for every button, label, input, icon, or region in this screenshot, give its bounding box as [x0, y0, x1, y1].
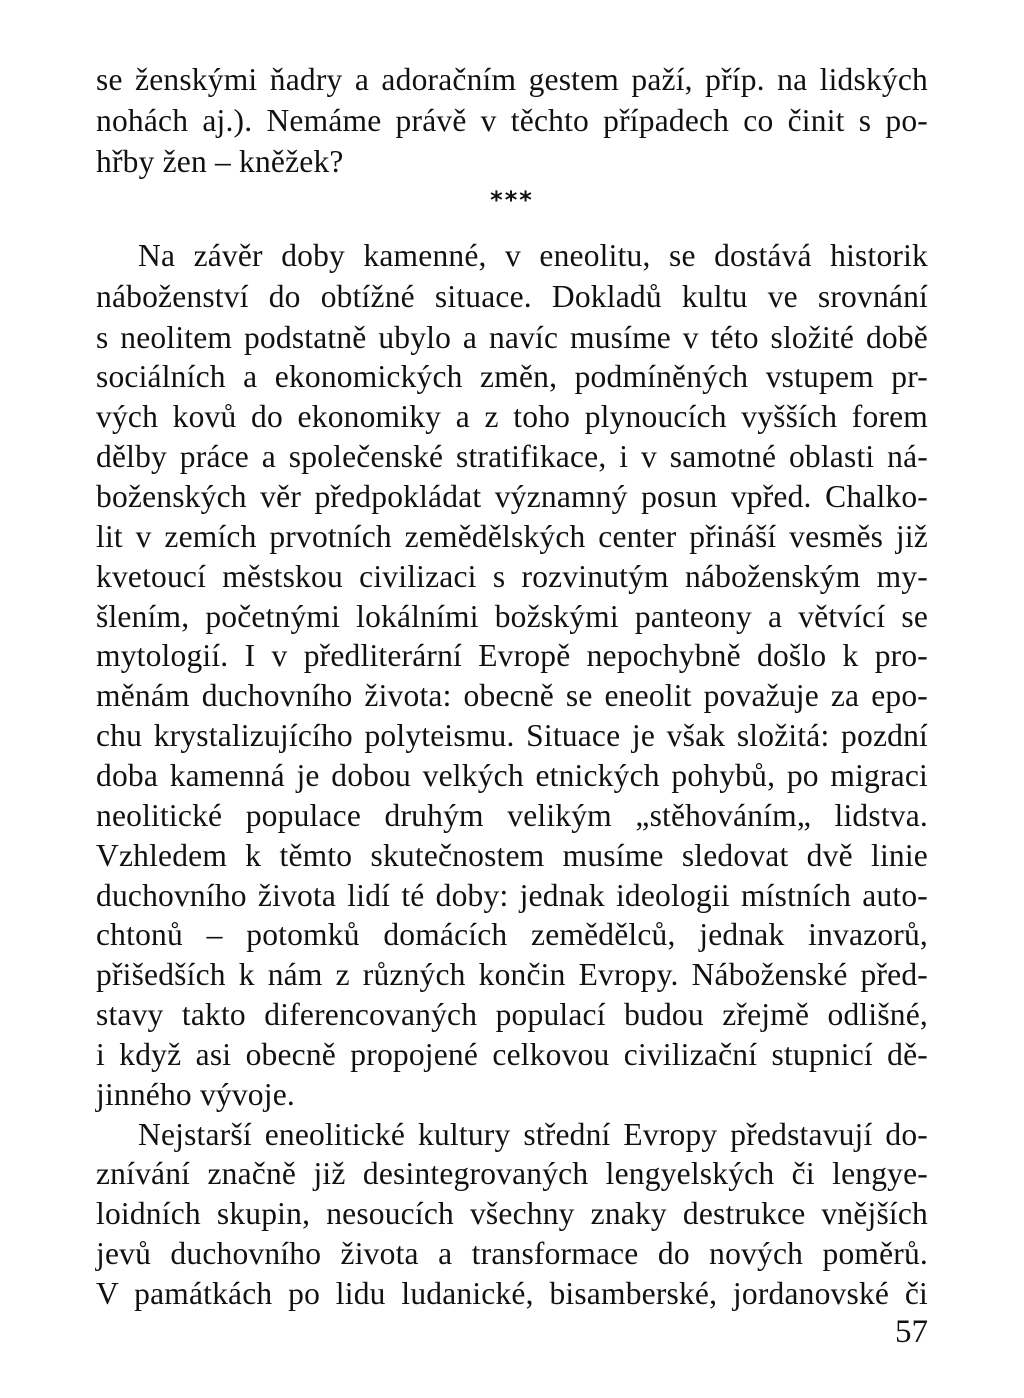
text-line: loidních skupin, nesoucích všechny znaky destrukce vnějších: [96, 1196, 928, 1231]
text-line: přišedších k nám z různých končin Evropy. Náboženské před-: [96, 957, 928, 992]
page-number: 57: [895, 1314, 928, 1350]
text-line: nohách aj.). Nemáme právě v těchto případech co činit s po-: [96, 103, 928, 138]
text-line: doba kamenná je dobou velkých etnických pohybů, po migraci: [96, 758, 928, 793]
text-line: hřby žen – kněžek?: [96, 144, 344, 179]
text-line: i když asi obecně propojené celkovou civilizační stupnicí dě-: [96, 1037, 928, 1072]
text-line: náboženství do obtížné situace. Dokladů kultu ve srovnání: [96, 279, 928, 314]
text-line: dělby práce a společenské stratifikace, i v samotné oblasti ná-: [96, 439, 928, 474]
text-line: měnám duchovního života: obecně se eneolit považuje za epo-: [96, 678, 928, 713]
text-line: s neolitem podstatně ubylo a navíc musíme v této složité době: [96, 320, 928, 355]
text-line: znívání značně již desintegrovaných lengyelských či lengye-: [96, 1156, 928, 1191]
text-line: jinného vývoje.: [96, 1077, 295, 1112]
text-line: boženských věr předpokládat významný posun vpřed. Chalko-: [96, 479, 928, 514]
text-line: V památkách po lidu ludanické, bisamberské, jordanovské či: [96, 1276, 928, 1311]
text-line: duchovního života lidí té doby: jednak ideologii místních auto-: [96, 878, 928, 913]
text-line: lit v zemích prvotních zemědělských center přináší vesměs již: [96, 519, 928, 554]
text-line: jevů duchovního života a transformace do nových poměrů.: [96, 1236, 928, 1271]
text-line: mytologií. I v předliterární Evropě nepochybně došlo k pro-: [96, 638, 928, 673]
text-line: chu krystalizujícího polyteismu. Situace je však složitá: pozdní: [96, 718, 928, 753]
text-line: neolitické populace druhým velikým „stěhováním„ lidstva.: [96, 798, 928, 833]
text-line: se ženskými ňadry a adoračním gestem paží, příp. na lidských: [96, 62, 928, 97]
text-line: Na závěr doby kamenné, v eneolitu, se dostává historik: [138, 238, 928, 273]
text-line: Vzhledem k těmto skutečnostem musíme sledovat dvě linie: [96, 838, 928, 873]
text-line: stavy takto diferencovaných populací budou zřejmě odlišné,: [96, 997, 928, 1032]
text-line: vých kovů do ekonomiky a z toho plynoucích vyšších forem: [96, 399, 928, 434]
text-line: sociálních a ekonomických změn, podmíněných vstupem pr-: [96, 359, 928, 394]
text-line: šlením, početnými lokálními božskými panteony a větvící se: [96, 599, 928, 634]
section-separator: ***: [490, 186, 534, 214]
text-line: Nejstarší eneolitické kultury střední Evropy představují do-: [138, 1117, 928, 1152]
text-line: chtonů – potomků domácích zemědělců, jednak invazorů,: [96, 917, 928, 952]
text-line: kvetoucí městskou civilizaci s rozvinutým náboženským my-: [96, 559, 928, 594]
